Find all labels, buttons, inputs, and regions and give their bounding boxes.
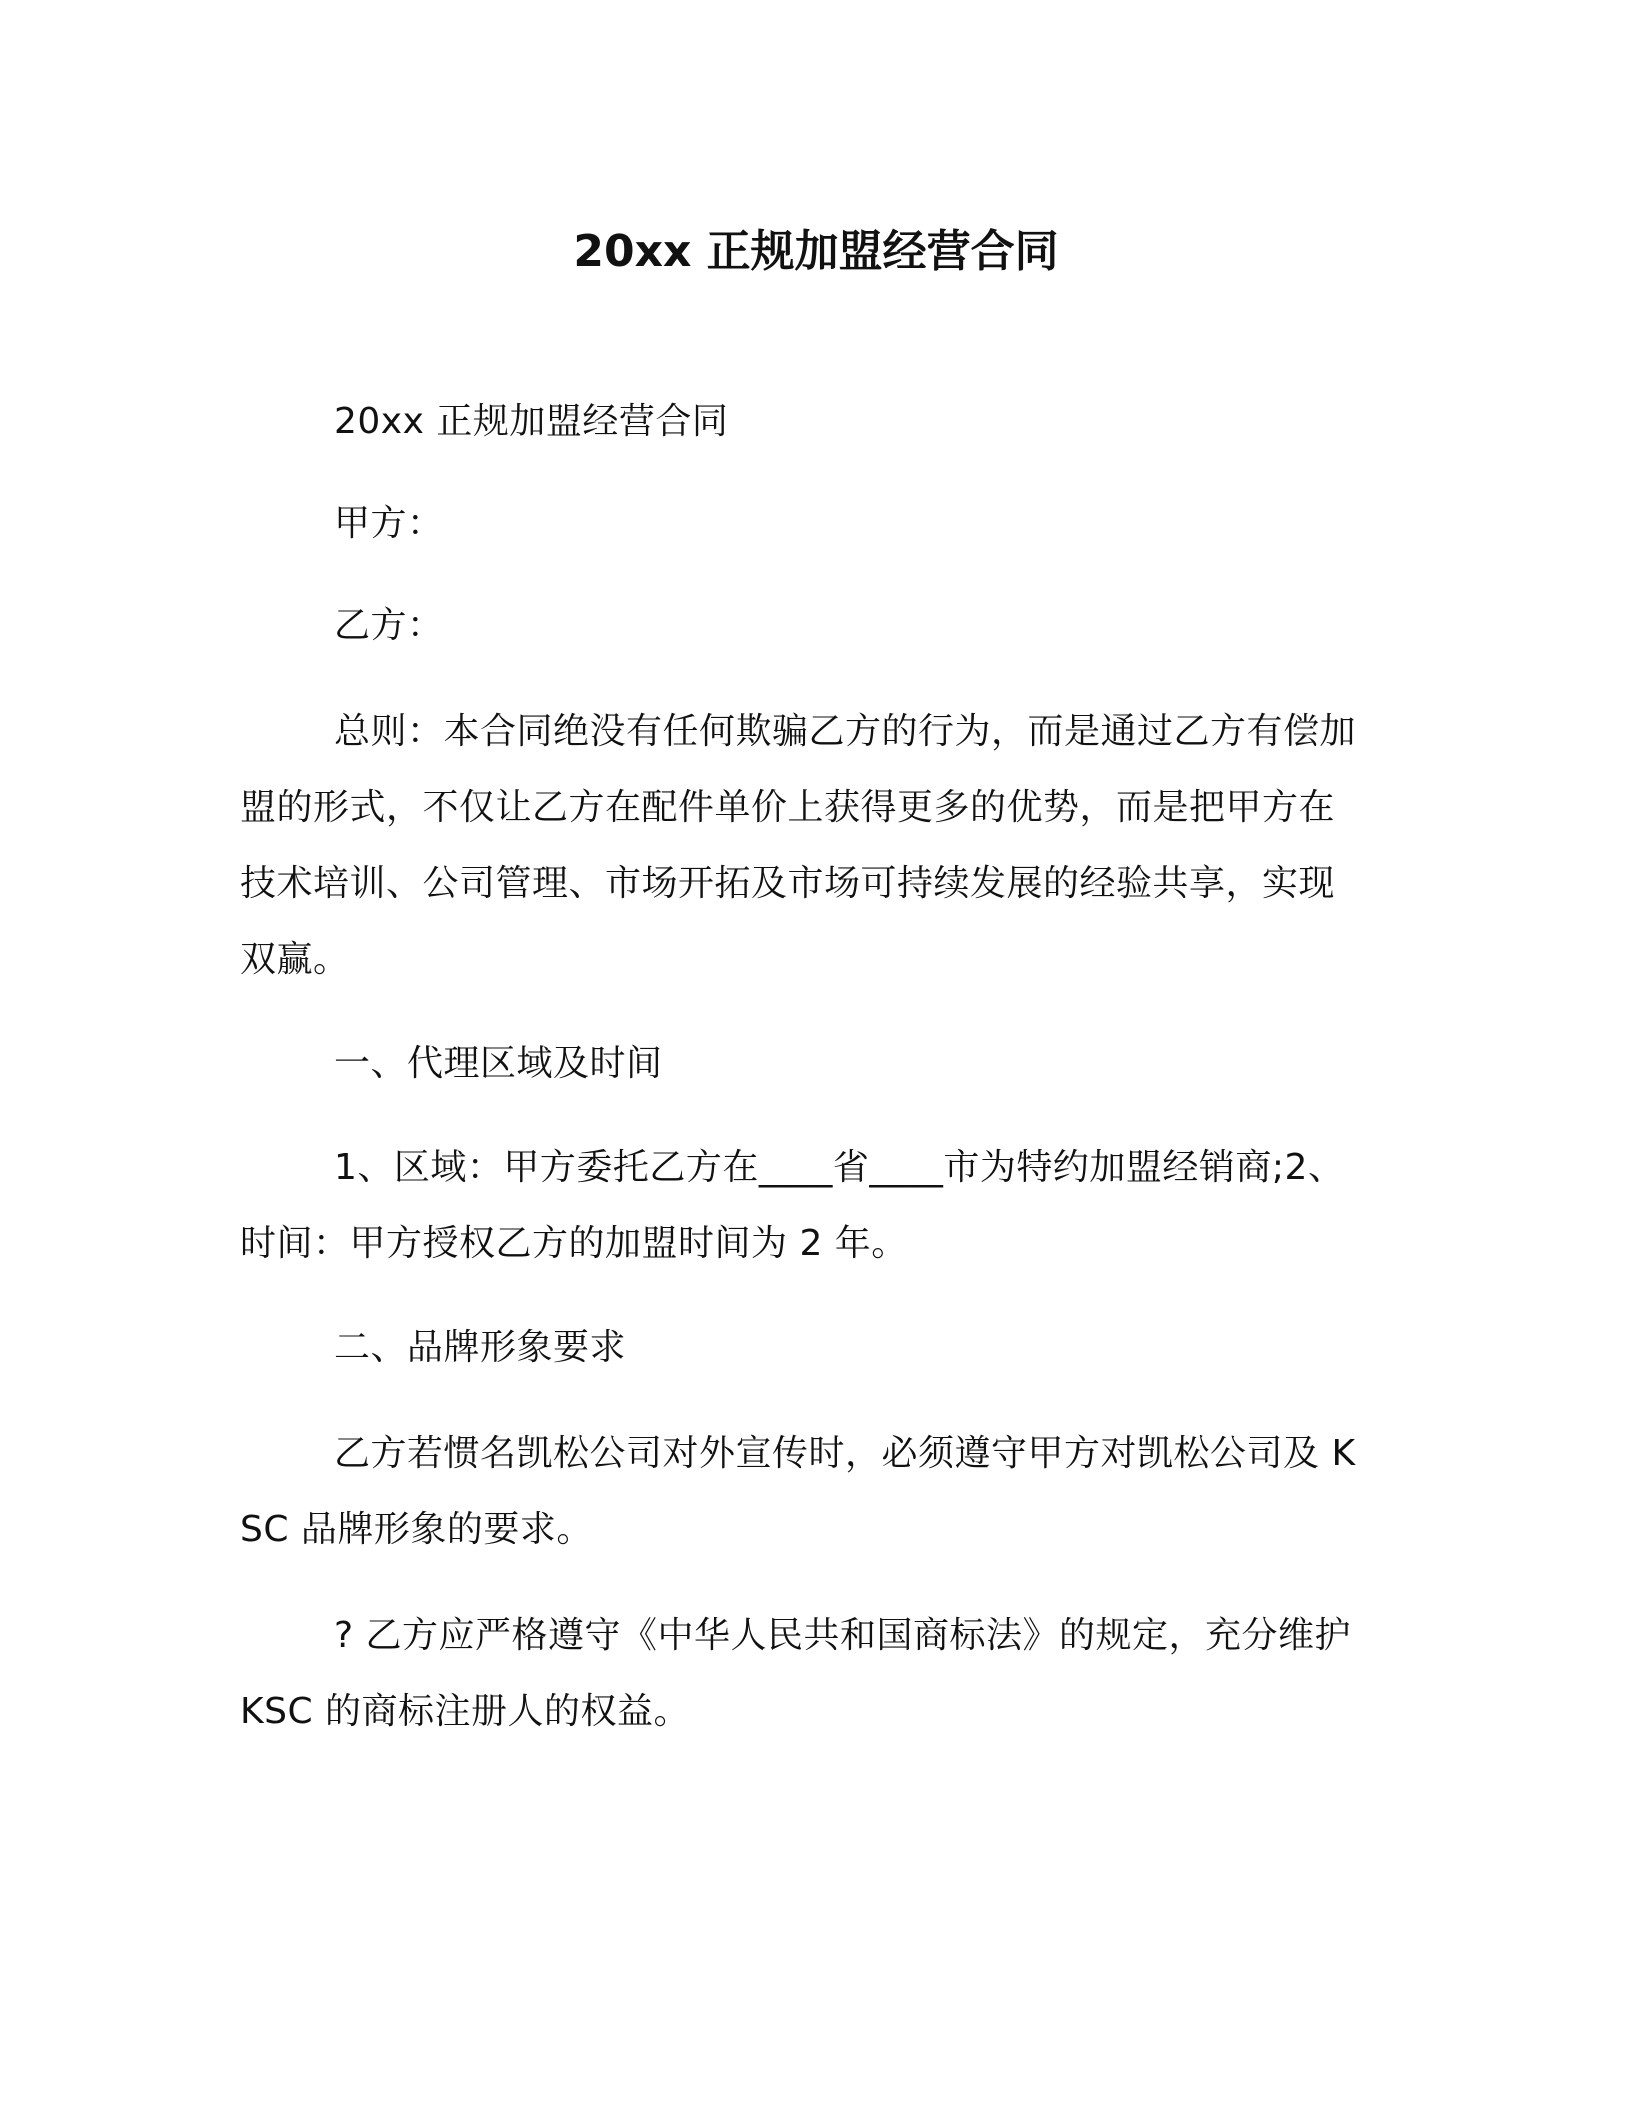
paragraph-trademark-law: ? 乙方应严格遵守《中华人民共和国商标法》的规定，充分维护 KSC 的商标注册人的权益。 (240, 1615, 1352, 1732)
paragraph-party-a: 甲方： (334, 503, 444, 544)
paragraph-party-b: 乙方： (334, 605, 444, 646)
paragraph-brand-image: 乙方若惯名凯松公司对外宣传时，必须遵守甲方对凯松公司及 KSC 品牌形象的要求。 (240, 1433, 1356, 1550)
paragraph-area-time: 1、区域：甲方委托乙方在____省____市为特约加盟经销商;2、时间：甲方授权乙方的加盟时间为 2 年。 (240, 1147, 1345, 1264)
section-heading-brand-image: 二、品牌形象要求 (334, 1327, 627, 1368)
document-title: 20xx 正规加盟经营合同 (573, 226, 1059, 277)
paragraph-heading-repeat: 20xx 正规加盟经营合同 (334, 401, 729, 442)
section-heading-area-time: 一、代理区域及时间 (334, 1043, 663, 1084)
paragraph-general-principle: 总则：本合同绝没有任何欺骗乙方的行为，而是通过乙方有偿加盟的形式，不仅让乙方在配件单价上获得更多的优势，而是把甲方在技术培训、公司管理、市场开拓及市场可持续发展的经验共享，实现双赢。 (240, 711, 1357, 980)
